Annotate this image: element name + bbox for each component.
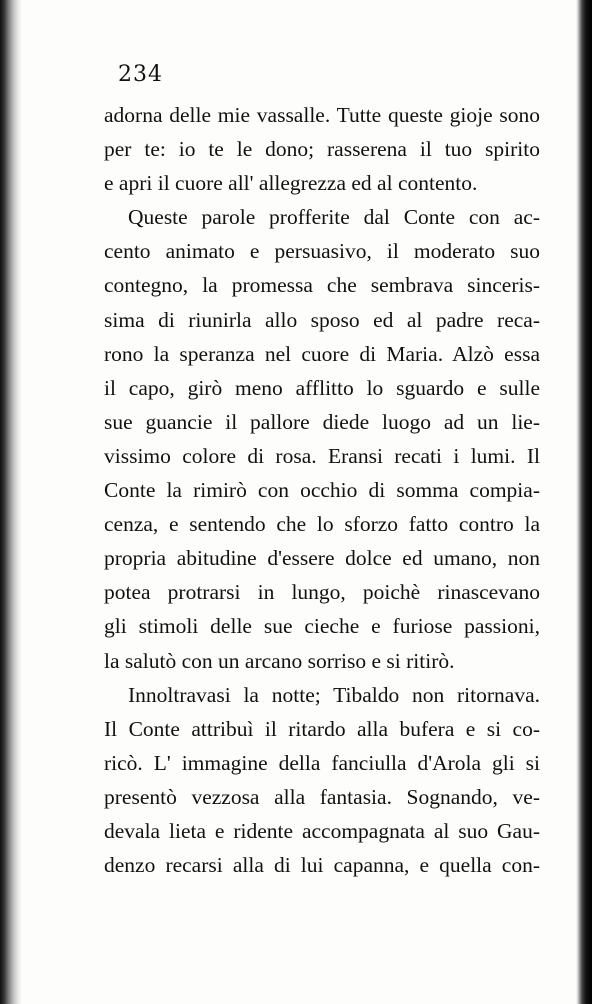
text-line: gli stimoli delle sue cieche e furiose passioni,: [104, 614, 540, 639]
text-line: vissimo colore di rosa. Eransi recati i lumi. Il: [104, 443, 540, 468]
text-line: sima di riunirla allo sposo ed al padre reca-: [104, 307, 540, 332]
text-line: adorna delle mie vassalle. Tutte queste gioje sono: [104, 103, 540, 127]
text-line: cento animato e persuasivo, il moderato suo: [104, 239, 540, 264]
text-line: propria abitudine d'essere dolce ed umano, non: [104, 546, 540, 571]
text-line: cenza, e sentendo che lo sforzo fatto contro la: [104, 512, 540, 537]
text-line: contegno, la promessa che sembrava sinceris-: [104, 273, 540, 298]
text-line: ricò. L' immagine della fanciulla d'Arola gli si: [104, 750, 540, 775]
text-line: denzo recarsi alla di lui capanna, e quella con-: [104, 853, 540, 878]
text-line: sue guancie il pallore diede luogo ad un lie-: [104, 409, 540, 434]
text-line: Queste parole profferite dal Conte con ac-: [128, 205, 540, 230]
text-line: potea protrarsi in lungo, poichè rinascevano: [104, 580, 540, 605]
binding-edge: [0, 0, 22, 1004]
text-line: e apri il cuore all' allegrezza ed al contento.: [104, 171, 478, 196]
text-line: per te: io te le dono; rasserena il tuo spirito: [104, 137, 540, 162]
text-line: Il Conte attribuì il ritardo alla bufera e si co-: [104, 716, 540, 741]
body-text: [104, 98, 540, 882]
text-line: la salutò con un arcano sorriso e si ritirò.: [104, 648, 455, 673]
text-line: devala lieta e ridente accompagnata al suo Gau-: [104, 818, 540, 843]
text-line: presentò vezzosa alla fantasia. Sognando, ve-: [104, 784, 540, 809]
text-line: il capo, girò meno afflitto lo sguardo e sulle: [104, 375, 540, 400]
page-number: 234: [118, 62, 163, 87]
text-line: rono la speranza nel cuore di Maria. Alzò essa: [104, 341, 540, 366]
text-line: Conte la rimirò con occhio di somma compia-: [104, 478, 540, 503]
text-line: Innoltravasi la notte; Tibaldo non ritornava.: [128, 682, 540, 707]
page-border: [576, 0, 592, 1004]
